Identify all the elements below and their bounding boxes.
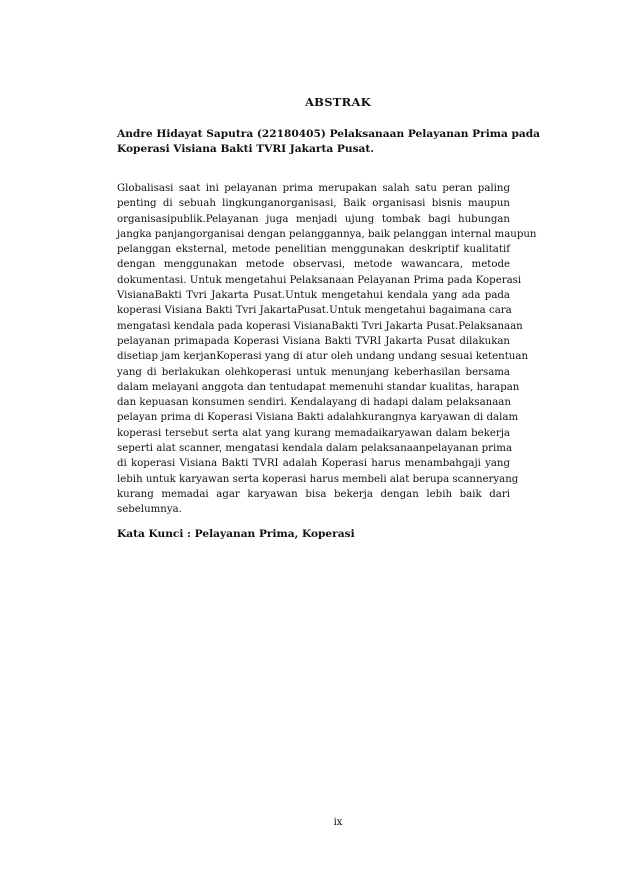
- body-line: koperasi Visiana Bakti Tvri JakartaPusat.Untuk mengetahui bagaimana cara: [117, 305, 512, 317]
- body-line: pelayan prima di Koperasi Visiana Bakti adalahkurangnya karyawan di dalam: [117, 412, 519, 424]
- body-line: organisasipublik.Pelayanan juga menjadi ujung tombak bagi hubungan: [117, 213, 510, 225]
- body-line: dengan menggunakan metode observasi, metode wawancara, metode: [117, 259, 510, 271]
- abstract-title: ABSTRAK: [304, 95, 372, 109]
- author-line: Koperasi Visiana Bakti TVRI Jakarta Pusat.: [117, 143, 374, 156]
- body-line: koperasi tersebut serta alat yang kurang memadaikaryawan dalam bekerja: [117, 427, 510, 439]
- author-title-block: [117, 127, 541, 158]
- body-line: VisianaBakti Tvri Jakarta Pusat.Untuk mengetahui kendala yang ada pada: [117, 290, 510, 302]
- body-line: jangka panjangorganisai dengan pelanggannya, baik pelanggan internal maupun: [117, 228, 537, 240]
- body-line: dokumentasi. Untuk mengetahui Pelaksanaan Pelayanan Prima pada Koperasi: [117, 274, 522, 286]
- body-line: di koperasi Visiana Bakti TVRI adalah Koperasi harus menambahgaji yang: [117, 458, 510, 470]
- body-line: seperti alat scanner, mengatasi kendala dalam pelaksanaanpelayanan prima: [117, 443, 513, 455]
- keywords: Kata Kunci : Pelayanan Prima, Koperasi: [117, 528, 355, 540]
- body-line: dalam melayani anggota dan tentudapat memenuhi standar kualitas, harapan: [117, 381, 520, 393]
- body-line: pelanggan eksternal, metode penelitian menggunakan deskriptif kualitatif: [117, 244, 510, 256]
- abstract-body: [117, 181, 537, 518]
- body-line: penting di sebuah lingkunganorganisasi, Baik organisasi bisnis maupun: [117, 198, 510, 210]
- body-line: yang di berlakukan olehkoperasi untuk menunjang keberhasilan bersama: [117, 366, 510, 378]
- body-line: mengatasi kendala pada koperasi VisianaBakti Tvri Jakarta Pusat.Pelaksanaan: [117, 320, 523, 332]
- body-line: kurang memadai agar karyawan bisa bekerja dengan lebih baik dari: [117, 488, 510, 500]
- page-number: ix: [333, 817, 343, 828]
- body-line: dan kepuasan konsumen sendiri. Kendalayang di hadapi dalam pelaksanaan: [117, 397, 511, 409]
- body-line: lebih untuk karyawan serta koperasi harus membeli alat berupa scanneryang: [117, 473, 519, 485]
- body-line: disetiap jam kerjanKoperasi yang di atur oleh undang undang sesuai ketentuan: [117, 351, 529, 363]
- body-line: sebelumnya.: [117, 504, 182, 516]
- author-line: Andre Hidayat Saputra (22180405) Pelaksanaan Pelayanan Prima pada: [117, 128, 541, 140]
- body-line: pelayanan primapada Koperasi Visiana Bakti TVRI Jakarta Pusat dilakukan: [117, 335, 510, 347]
- body-line: Globalisasi saat ini pelayanan prima merupakan salah satu peran paling: [117, 183, 510, 194]
